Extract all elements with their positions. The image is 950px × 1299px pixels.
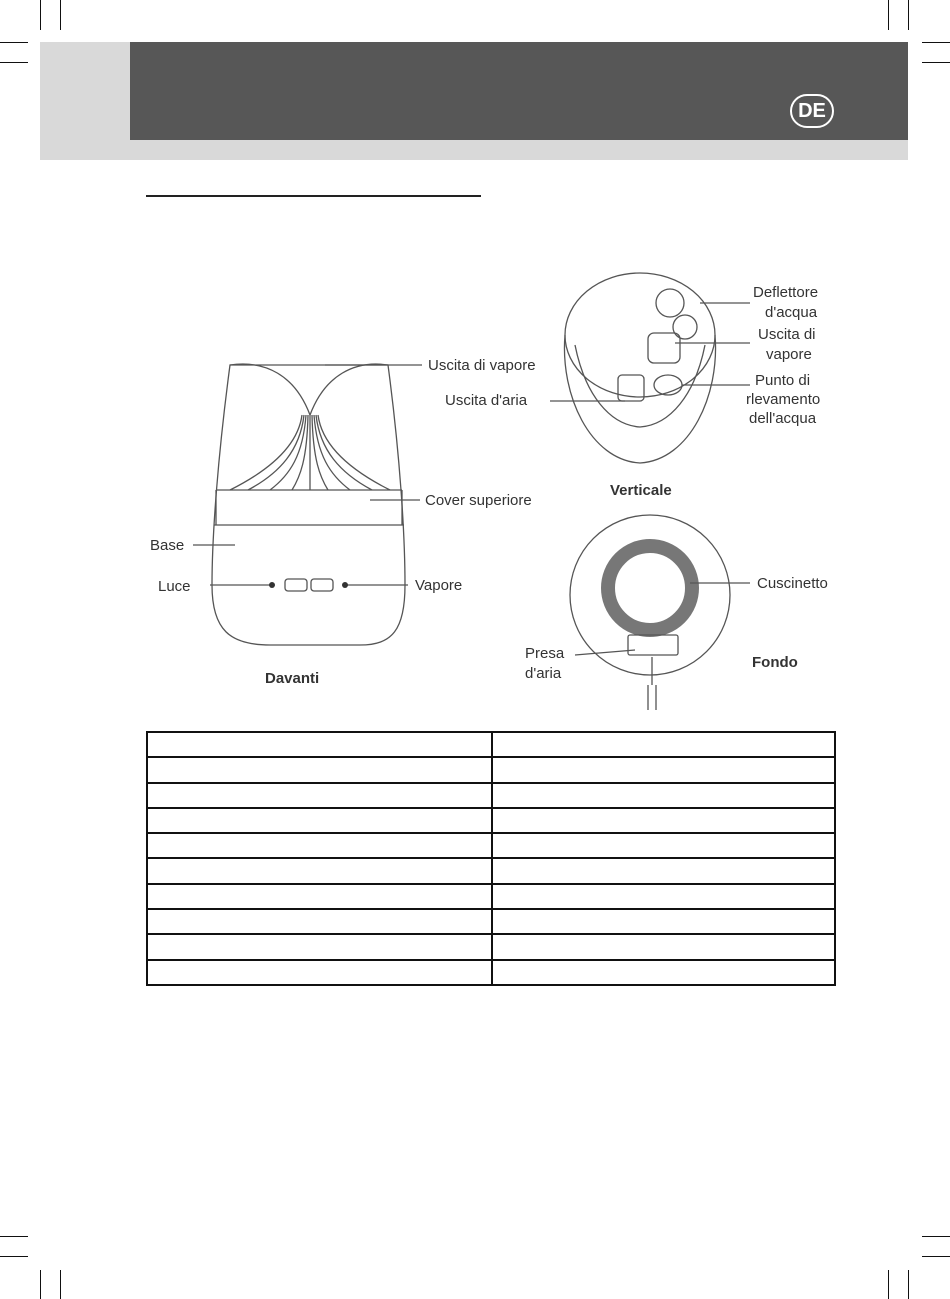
- table-cell: [492, 757, 835, 782]
- crop-mark: [60, 1270, 61, 1299]
- table-row: [147, 833, 835, 858]
- label-water-deflector-1: Deflettore: [753, 284, 819, 301]
- label-light: Luce: [158, 578, 191, 595]
- label-steam: Vapore: [415, 577, 463, 594]
- table-row: [147, 960, 835, 985]
- table-cell: [492, 783, 835, 808]
- label-air-outlet: Uscita d'aria: [445, 392, 528, 409]
- label-top-cover: Cover superiore: [425, 492, 532, 509]
- table-cell: [147, 909, 492, 934]
- label-steam-outlet-top-1: Uscita di: [758, 326, 816, 343]
- table-cell: [492, 858, 835, 883]
- table-row: [147, 808, 835, 833]
- label-steam-outlet-front: Uscita di vapore: [428, 357, 536, 374]
- table-cell: [492, 909, 835, 934]
- crop-mark: [888, 1270, 889, 1299]
- crop-mark: [922, 1236, 950, 1237]
- label-steam-outlet-top-2: vapore: [766, 346, 812, 363]
- crop-mark: [0, 1256, 28, 1257]
- table-cell: [492, 833, 835, 858]
- table-cell: [492, 934, 835, 959]
- bottom-view: [570, 515, 730, 710]
- table-cell: [147, 808, 492, 833]
- label-pad: Cuscinetto: [757, 575, 828, 592]
- label-base: Base: [150, 537, 185, 554]
- table-row: [147, 783, 835, 808]
- table-cell: [492, 808, 835, 833]
- table-row: [147, 884, 835, 909]
- crop-mark: [40, 0, 41, 30]
- crop-mark: [0, 1236, 28, 1237]
- table-cell: [147, 732, 492, 757]
- crop-mark: [0, 42, 28, 43]
- specification-table: [146, 731, 836, 986]
- caption-front: Davanti: [265, 670, 320, 687]
- crop-mark: [0, 62, 28, 63]
- crop-mark: [888, 0, 889, 30]
- table-cell: [492, 732, 835, 757]
- crop-mark: [908, 1270, 909, 1299]
- crop-mark: [40, 1270, 41, 1299]
- table-cell: [147, 757, 492, 782]
- table-cell: [147, 934, 492, 959]
- crop-mark: [922, 62, 950, 63]
- table-cell: [492, 884, 835, 909]
- table-row: [147, 732, 835, 757]
- product-diagram: [130, 255, 850, 720]
- table-cell: [147, 833, 492, 858]
- table-cell: [147, 858, 492, 883]
- top-view: [564, 273, 715, 463]
- caption-top: Verticale: [610, 482, 672, 499]
- table-row: [147, 934, 835, 959]
- table-cell: [492, 960, 835, 985]
- crop-mark: [908, 0, 909, 30]
- label-water-sensor-1: Punto di: [755, 372, 811, 389]
- front-view: [212, 364, 405, 645]
- table-cell: [147, 884, 492, 909]
- crop-mark: [922, 1256, 950, 1257]
- table-row: [147, 858, 835, 883]
- label-air-intake-1: Presa: [525, 645, 565, 662]
- label-water-deflector-2: d'acqua: [765, 304, 818, 321]
- label-air-intake-2: d'aria: [525, 665, 562, 682]
- section-title-underline: [146, 195, 481, 197]
- crop-mark: [922, 42, 950, 43]
- header-bar: [130, 42, 908, 140]
- label-water-sensor-2: rlevamento: [746, 391, 821, 408]
- label-water-sensor-3: dell'acqua: [749, 410, 817, 427]
- table-row: [147, 909, 835, 934]
- product-diagram-svg: [130, 255, 850, 720]
- table-cell: [147, 960, 492, 985]
- table-row: [147, 757, 835, 782]
- table-cell: [147, 783, 492, 808]
- language-badge: DE: [790, 94, 834, 128]
- caption-bottom: Fondo: [752, 654, 798, 671]
- crop-mark: [60, 0, 61, 30]
